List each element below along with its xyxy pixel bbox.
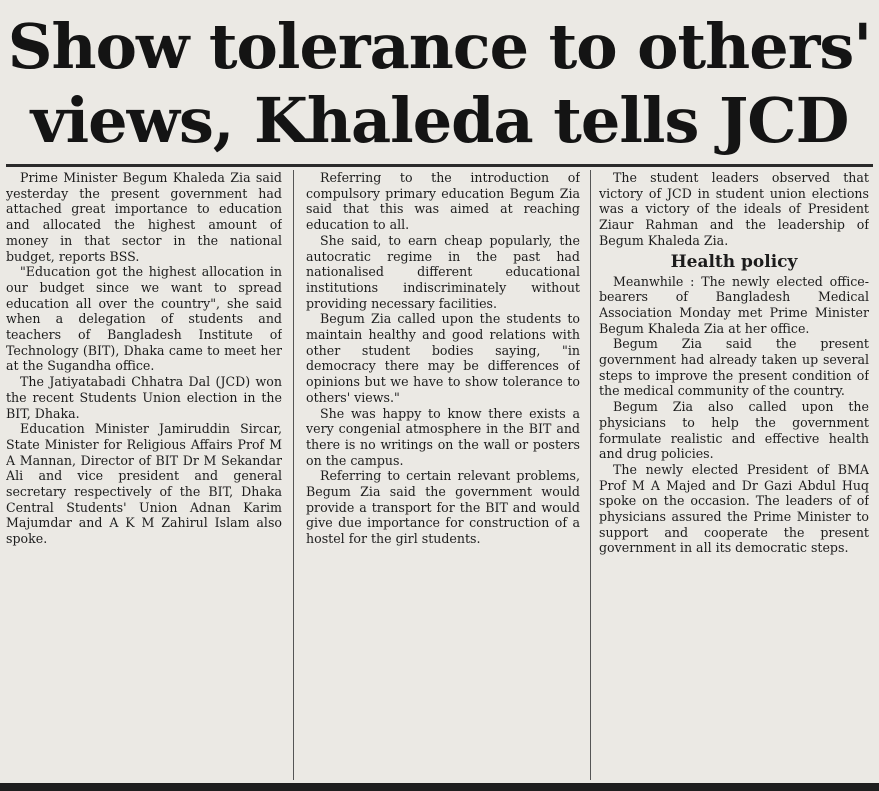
section-subheading: Health policy [670, 251, 798, 272]
paragraph: Referring to certain relevant problems, Begum Zia said the government would provide a transport for the BIT and would give due importance for construction of a hostel for the girl students. [306, 468, 580, 547]
paragraph: Meanwhile : The newly elected office-bearers of Bangladesh Medical Association Monday met Prime Minister Begum Khaleda Zia at her office. [599, 273, 869, 336]
paragraph: Begum Zia called upon the students to maintain healthy and good relations with other student bodies saying, "in democracy there may be differences of opinions but we have to show tolerance to others' views." [306, 311, 580, 405]
headline-line-2: views, Khaleda tells JCD [30, 84, 849, 157]
paragraph: The Jatiyatabadi Chhatra Dal (JCD) won the recent Students Union election in the BIT, Dhaka. [6, 374, 282, 421]
column-divider [293, 170, 294, 780]
bottom-border-rule [0, 783, 879, 791]
paragraph: The student leaders observed that victory of JCD in student union elections was a victory of the ideals of President Ziaur Rahman and the leadership of Begum Khaleda Zia. [599, 170, 869, 248]
paragraph: The newly elected President of BMA Prof M A Majed and Dr Gazi Abdul Huq spoke on the occasion. The leaders of of physicians assured the Prime Minister to support and cooperate the present government in all its democratic steps. [599, 461, 869, 556]
headline-line-1: Show tolerance to others' [7, 10, 872, 83]
paragraph: Begum Zia said the present government had already taken up several steps to improve the present condition of the medical community of the country. [599, 336, 869, 399]
article-column-1 [6, 170, 282, 782]
paragraph: Referring to the introduction of compulsory primary education Begum Zia said that this was aimed at reaching education to all. [306, 170, 580, 233]
paragraph: Education Minister Jamiruddin Sircar, State Minister for Religious Affairs Prof M A Mannan, Director of BIT Dr M Sekandar Ali and vice president and general secretary respectively of the BIT, Dhaka Central Students' Union Adnan Karim Majumdar and A K M Zahirul Islam also spoke. [6, 421, 282, 547]
paragraph: "Education got the highest allocation in our budget since we want to spread education all over the country", she said when a delegation of students and teachers of Bangladesh Institute of Technology (BIT), Dhaka came to meet her at the Sugandha office. [6, 264, 282, 374]
paragraph: Prime Minister Begum Khaleda Zia said yesterday the present government had attached great importance to education and allocated the highest amount of money in that sector in the national budget, reports BSS. [6, 170, 282, 264]
headline-rule [6, 164, 873, 167]
paragraph: Begum Zia also called upon the physicians to help the government formulate realistic and effective health and drug policies. [599, 399, 869, 462]
article-column-2 [306, 170, 580, 774]
column-divider [590, 170, 591, 780]
paragraph: She was happy to know there exists a very congenial atmosphere in the BIT and there is no writings on the wall or posters on the campus. [306, 405, 580, 468]
article-column-3 [599, 170, 869, 782]
paragraph: She said, to earn cheap popularly, the autocratic regime in the past had nationalised different educational institutions indiscriminately without providing necessary facilities. [306, 232, 580, 311]
